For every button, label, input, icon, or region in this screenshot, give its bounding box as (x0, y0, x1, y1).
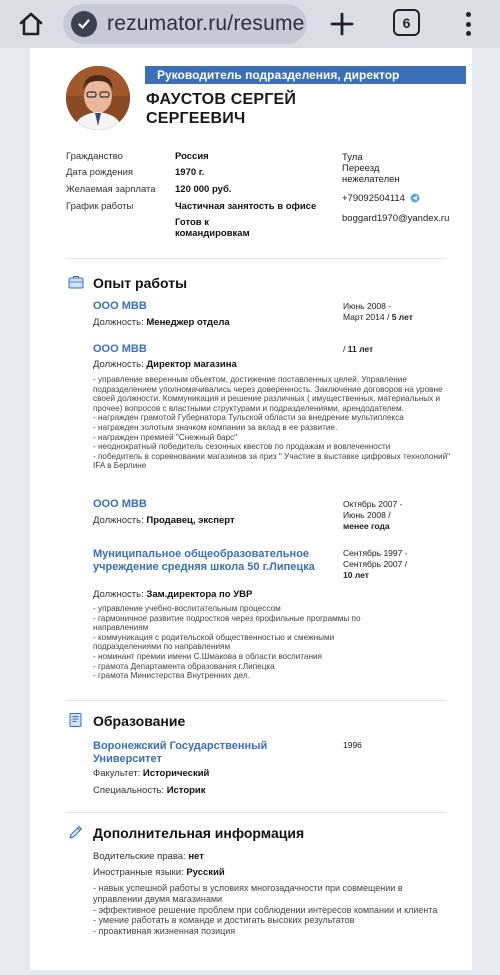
menu-dot-icon (466, 12, 471, 17)
list-item: - коммуникация с родительской общественностью и смежными подразделениями по направлениям (93, 632, 335, 652)
job-position: Должность: Зам.директора по УВР (93, 589, 253, 600)
list-item: - проактивная жизненная позиция (93, 926, 236, 937)
name-line-2: СЕРГЕЕВИЧ (146, 110, 246, 127)
plus-icon (330, 12, 354, 36)
info-value: Частичная занятость в офисе (175, 201, 317, 212)
position-banner: Руководитель подразделения, директор (145, 66, 466, 84)
url-text: rezumator.ru/resume (107, 12, 305, 35)
address-bar[interactable] (63, 4, 307, 44)
info-value: командировкам (175, 228, 250, 239)
education-year: 1996 (343, 740, 362, 750)
menu-dot-icon (466, 22, 471, 27)
info-value: Готов к (175, 217, 210, 228)
list-item: - грамота Департамента образования г.Липецка (93, 661, 275, 671)
list-item: - номинант премии имени С.Шмакова в области воспитания (93, 651, 322, 661)
contact-phone[interactable] (342, 193, 420, 204)
education-faculty: Факультет: Исторический (93, 768, 210, 779)
job-position: Должность: Менеджер отдела (93, 317, 230, 328)
messenger-icon (410, 193, 420, 203)
name-line-1: ФАУСТОВ СЕРГЕЙ (146, 91, 297, 108)
profile-photo (66, 66, 130, 130)
menu-dot-icon (466, 31, 471, 36)
info-value: 1970 г. (175, 167, 205, 178)
contact-relocation: нежелателен (342, 174, 400, 185)
info-label: Дата рождения (66, 167, 134, 178)
tabs-counter-button[interactable] (393, 9, 420, 36)
list-item: - неоднократный победитель сезонных квестов по продажам и вовлеченности (93, 442, 391, 452)
education-specialty: Специальность: Историк (93, 785, 206, 796)
job-organization: ООО МВВ (93, 343, 147, 355)
phone-number: +79092504114 (342, 193, 405, 204)
languages: Иностранные языки: Русский (93, 867, 225, 878)
site-info-icon[interactable] (71, 11, 97, 37)
section-divider (66, 812, 446, 813)
job-duties (93, 604, 373, 681)
list-item: - грамота Министерства Внутренних дел. (93, 671, 250, 681)
info-label: График работы (66, 201, 134, 212)
job-dates: Сентябрь 1997 - Сентябрь 2007 / 10 лет (343, 548, 408, 580)
candidate-name (146, 90, 346, 128)
list-item: - гармоничное развитие подростков через профильные программы по направлениям (93, 613, 361, 633)
briefcase-icon (68, 274, 84, 290)
browser-menu-button[interactable] (459, 8, 477, 40)
browser-toolbar (0, 0, 500, 48)
section-title-additional: Дополнительная информация (93, 825, 305, 841)
list-item: - награжден премией "Снежный барс" (93, 432, 238, 442)
tab-count: 6 (402, 14, 411, 31)
driver-license: Водительские права: нет (93, 851, 204, 862)
list-item: - навык успешной работы в условиях многозадачности при совмещении в управлении двумя магазинами (93, 883, 403, 904)
list-item: - управление учебно-воспитательным процессом (93, 604, 281, 613)
contact-city: Тула (342, 152, 363, 163)
job-position: Должность: Продавец, эксперт (93, 515, 235, 526)
list-item: - эффективное решение проблем при соблюдении интересов компании и клиента (93, 904, 438, 915)
info-value: 120 000 руб. (175, 184, 232, 195)
home-icon (18, 11, 44, 37)
info-label: Желаемая зарплата (66, 184, 156, 195)
education-organization: Воронежский Государственный Университет (93, 740, 268, 765)
list-item: - награжден золотым значком компании за вклад в ее развитие. (93, 422, 338, 432)
section-divider (66, 700, 446, 701)
job-organization: ООО МВВ (93, 498, 147, 510)
pencil-icon (68, 824, 84, 840)
list-item: - награжден грамотой Губернатора Тульской области за внедрение мультиплекса (93, 413, 404, 423)
list-item: - управление вверенным обьектом, достижение поставленных целей. Управление подразделением уполномачивались через доверенность. Заключение договоров на уровне своей должности. Коммуникация и решение различных ( имущественных, материальных и прочее) вопросов с властными структурами и подразделениями, арендодателем. (93, 375, 443, 413)
additional-skills (93, 883, 453, 937)
job-organization: Муниципальное общеобразовательное учреждение средняя школа 50 г.Липецка (93, 548, 315, 573)
contact-email[interactable]: boggard1970@yandex.ru (342, 213, 450, 224)
section-title-education: Образование (93, 713, 186, 729)
info-label: Гражданство (66, 151, 123, 162)
list-item: - умение работать в команде и достигать высоких результатов (93, 915, 355, 926)
section-title-experience: Опыт работы (93, 275, 188, 291)
job-dates: Октябрь 2007 - Июнь 2008 / менее года (343, 499, 403, 531)
new-tab-button[interactable] (326, 8, 358, 40)
job-organization: ООО МВВ (93, 300, 147, 312)
job-dates: / 11 лет (343, 344, 374, 354)
job-dates: Июнь 2008 - Март 2014 / 5 лет (343, 301, 413, 322)
book-icon (68, 712, 84, 728)
job-position: Должность: Директор магазина (93, 359, 237, 370)
contact-relocation: Переезд (342, 163, 380, 174)
section-divider (66, 258, 446, 259)
home-button[interactable] (14, 8, 48, 40)
list-item: - победитель в соревновании магазинов за приз " Участие в выставке цифровых технолоний" IFA в Берлине (93, 451, 451, 471)
job-duties (93, 375, 453, 471)
info-value: Россия (175, 151, 209, 162)
